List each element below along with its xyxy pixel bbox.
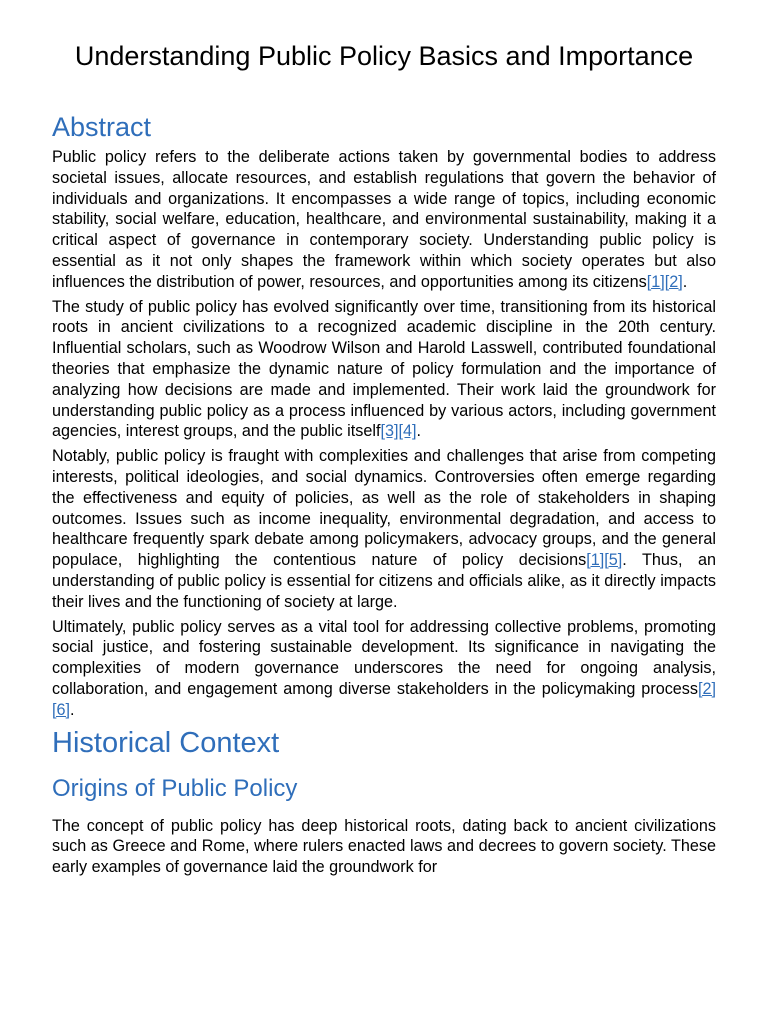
origins-paragraph: The concept of public policy has deep historical roots, dating back to ancient civilizations such as Greece and Rome, where rulers enacted laws and decrees to govern society. These early examples of governance laid the groundwork for [52,816,716,877]
citation-link-3[interactable]: [3] [380,422,399,441]
abstract-heading: Abstract [52,112,152,142]
paragraph-text: Notably, public policy is fraught with complexities and challenges that arise from competing interests, political ideologies, and social dynamics. Controversies often emerge regarding the effectiveness and equity of policies, as well as the role of stakeholders in shaping outcomes. Issues such as income inequality, environmental degradation, and access to healthcare frequently spark debate among policymakers, advocacy groups, and the general populace, highlighting the contentious nature of policy decisions [52,447,716,570]
document-title: Understanding Public Policy Basics and Importance [74,41,694,71]
citation-link-4[interactable]: [4] [398,422,417,441]
abstract-paragraph-1 [52,147,716,293]
historical-context-heading: Historical Context [52,726,280,759]
abstract-paragraph-4 [52,617,716,721]
paragraph-text: The study of public policy has evolved significantly over time, transitioning from its historical roots in ancient civilizations to a recognized academic discipline in the 20th century. Influential scholars, such as Woodrow Wilson and Harold Lasswell, contributed foundational theories that emphasize the dynamic nature of policy formulation and the importance of analyzing how decisions are made and implemented. Their work laid the groundwork for understanding public policy as a process influenced by various actors, including government agencies, interest groups, and the public itself [52,297,716,441]
paragraph-text: Ultimately, public policy serves as a vital tool for addressing collective problems, promoting social justice, and fostering sustainable development. Its significance in navigating the complexities of modern governance underscores the need for ongoing analysis, collaboration, and engagement among diverse stakeholders in the policymaking process [52,617,716,698]
citation-link-1[interactable]: [1] [586,551,605,570]
paragraph-text: Public policy refers to the deliberate actions taken by governmental bodies to address societal issues, allocate resources, and establish regulations that govern the behavior of individuals and organizations. It encompasses a wide range of topics, including economic stability, social welfare, education, healthcare, and environmental sustainability, making it a critical aspect of governance in contemporary society. Understanding public policy is essential as it not only shapes the framework within which society operates but also influences the distribution of power, resources, and opportunities among its citizens [52,148,716,291]
citation-link-5[interactable]: [5] [604,551,623,570]
paragraph-tail: . [70,700,75,719]
paragraph-tail: . [682,272,688,291]
abstract-paragraph-2 [52,297,716,443]
citation-link-2[interactable]: [2] [698,679,716,698]
paragraph-tail: . Thus, an understanding of public policy is essential for citizens and officials alike, as it directly impacts their lives and the functioning of society at large. [52,551,716,611]
abstract-paragraph-3 [52,446,716,612]
origins-heading: Origins of Public Policy [52,774,298,802]
citation-link-2[interactable]: [2] [664,272,683,291]
paragraph-tail: . [416,422,421,441]
document-page [52,0,716,878]
citation-link-1[interactable]: [1] [646,272,665,291]
citation-link-6[interactable]: [6] [52,700,70,719]
